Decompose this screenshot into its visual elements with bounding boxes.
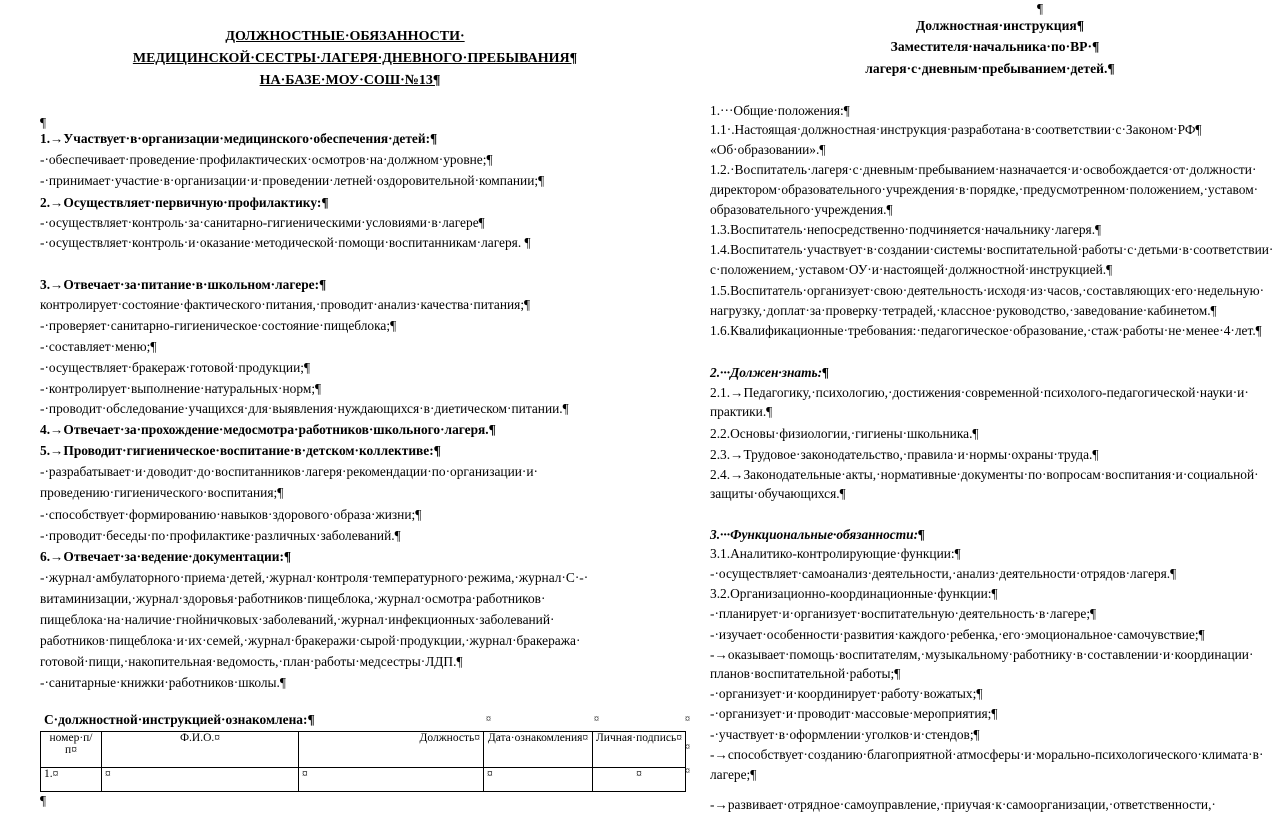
left-text-line: -·принимает·участие·в·организации·и·проведении·летней·оздоровительной·компании;¶: [40, 173, 545, 188]
right-text-line: -→оказывает·помощь·воспитателям,·музыкальному·работнику·в·составлении·и·координации·: [710, 647, 1254, 662]
table-cell[interactable]: ¤: [102, 768, 299, 792]
left-text-line: -·проводит·обследование·учащихся·для·выявления·нуждающихся·в·диетическом·питании.¶: [40, 401, 569, 416]
right-text-line: «Об·образовании».¶: [710, 142, 826, 157]
cell-mark: ¤: [685, 714, 690, 725]
left-text-line: 1.→Участвует·в·организации·медицинского·обеспечения·детей:¶: [40, 131, 438, 146]
right-text-line: 1.4.Воспитатель·участвует·в·создании·системы·воспитательной·работы·с·детьми·в·соответствии·: [710, 242, 1274, 257]
right-text-line: 1.5.Воспитатель·организует·свою·деятельность·исходя·из·часов,·составляющих·его·недельную·: [710, 283, 1265, 298]
right-title-line-1: Должностная·инструкция¶: [915, 18, 1085, 33]
left-text-line: -·способствует·формированию·навыков·здорового·образа·жизни;¶: [40, 507, 422, 522]
right-text-line: -→развивает·отрядное·самоуправление,·приучая·к·самоорганизации,·ответственности,·: [710, 797, 1216, 812]
right-text-line: -·изучает·особенности·развития·каждого·ребенка,·его·эмоциональное·самочувствие;¶: [710, 627, 1205, 642]
table-header-cell: Должность¤: [299, 732, 484, 768]
right-title-line-2: Заместителя·начальника·по·ВР·¶: [890, 39, 1100, 54]
left-text-line: -·проводит·беседы·по·профилактике·различных·заболеваний.¶: [40, 528, 401, 543]
right-text-line: директором·образовательного·учреждения·в·порядке,·предусмотренном·положением,·уставом·: [710, 182, 1259, 197]
right-text-line: 1.1·.Настоящая·должностная·инструкция·разработана·в·соответствии·с·Законом·РФ¶: [710, 122, 1202, 137]
left-text-line: -·осуществляет·бракераж·готовой·продукции;¶: [40, 360, 311, 375]
left-text-line: -·санитарные·книжки·работников·школы.¶: [40, 675, 286, 690]
table-header-cell: Личная·подпись¤: [593, 732, 686, 768]
right-text-line: -·организует·и·проводит·массовые·мероприятия;¶: [710, 706, 998, 721]
left-text-line: -·проверяет·санитарно-гигиеническое·состояние·пищеблока;¶: [40, 318, 397, 333]
right-text-line: 1.2.·Воспитатель·лагеря·с·дневным·пребыванием·назначается·и·освобождается·от·должности·: [710, 162, 1257, 177]
cell-mark: ¤: [486, 714, 491, 725]
right-text-line: 2.4.→Законодательные·акты,·нормативные·документы·по·вопросам·воспитания·и·социальной·: [710, 467, 1259, 482]
cell-mark: ¤: [685, 766, 690, 777]
left-text-line: пищеблока·на·наличие·гнойничковых·заболеваний,·журнал·инфекционных·заболеваний·: [40, 612, 555, 627]
right-text-line: -·планирует·и·организует·воспитательную·деятельность·в·лагере;¶: [710, 606, 1097, 621]
right-pilcrow: ¶: [1036, 1, 1044, 16]
right-text-line: 2.3.→Трудовое·законодательство,·правила·и·нормы·охраны·труда.¶: [710, 447, 1099, 462]
table-header-row: [41, 732, 686, 768]
left-title-line-2: МЕДИЦИНСКОЙ·СЕСТРЫ·ЛАГЕРЯ·ДНЕВНОГО·ПРЕБЫВАНИЯ¶: [132, 51, 578, 66]
table-cell[interactable]: ¤: [593, 768, 686, 792]
right-title-line-3: лагеря·с·дневным·пребыванием·детей.¶: [865, 61, 1115, 76]
right-text-line: с·положением,·уставом·ОУ·и·настоящей·должностной·инструкцией.¶: [710, 262, 1113, 277]
table-header-cell: Ф.И.О.¤: [102, 732, 299, 768]
left-text-line: -·составляет·меню;¶: [40, 339, 157, 354]
right-text-line: защиты·обучающихся.¶: [710, 486, 846, 501]
left-text-line: проведению·гигиенического·воспитания;¶: [40, 485, 284, 500]
right-text-line: планов·воспитательной·работы;¶: [710, 666, 901, 681]
left-text-line: -·осуществляет·контроль·и·оказание·методической·помощи·воспитанникам·лагеря. ¶: [40, 235, 531, 250]
cell-mark: ¤: [594, 714, 599, 725]
table-header-cell: номер·п/п¤: [41, 732, 102, 768]
table-cell[interactable]: 1.¤: [41, 768, 102, 792]
right-text-line: 3.···Функциональные·обязанности:¶: [710, 527, 925, 542]
left-pilcrow-bottom: ¶: [40, 793, 47, 808]
left-text-line: контролирует·состояние·фактического·питания,·проводит·анализ·качества·питания;¶: [40, 297, 531, 312]
table-cell[interactable]: ¤: [299, 768, 484, 792]
left-title-line-3: НА·БАЗЕ·МОУ·СОШ·№13¶: [259, 73, 441, 88]
left-text-line: -·контролирует·выполнение·натуральных·норм;¶: [40, 381, 322, 396]
right-text-line: 1.···Общие·положения:¶: [710, 103, 850, 118]
right-text-line: практики.¶: [710, 404, 773, 419]
left-text-line: 3.→Отвечает·за·питание·в·школьном·лагере:¶: [40, 277, 327, 292]
right-text-line: -·участвует·в·оформлении·уголков·и·стендов;¶: [710, 727, 980, 742]
right-text-line: 2.1.→Педагогику,·психологию,·достижения·современной·психолого-педагогической·науки·и·: [710, 385, 1249, 400]
left-text-line: готовой·пищи,·накопительная·ведомость,·план·работы·медсестры·ЛДП.¶: [40, 654, 463, 669]
left-text-line: -·разрабатывает·и·доводит·до·воспитанников·лагеря·рекомендации·по·организации·и·: [40, 464, 539, 479]
right-text-line: 1.6.Квалификационные·требования:·педагогическое·образование,·стаж·работы·не·менее·4·лет.¶: [710, 323, 1262, 338]
table-row: [41, 768, 686, 792]
left-text-line: 6.→Отвечает·за·ведение·документации:¶: [40, 549, 292, 564]
left-text-line: -·осуществляет·контроль·за·санитарно-гигиеническими·условиями·в·лагере¶: [40, 215, 485, 230]
left-text-line: 5.→Проводит·гигиеническое·воспитание·в·детском·коллективе:¶: [40, 443, 441, 458]
left-text-line: 4.→Отвечает·за·прохождение·медосмотра·работников·школьного·лагеря.¶: [40, 422, 496, 437]
right-text-line: 1.3.Воспитатель·непосредственно·подчиняется·начальнику·лагеря.¶: [710, 222, 1102, 237]
right-text-line: образовательного·учреждения.¶: [710, 202, 893, 217]
sign-heading: С·должностной·инструкцией·ознакомлена:¶: [44, 712, 315, 727]
right-text-line: 3.2.Организационно-координационные·функции:¶: [710, 586, 998, 601]
cell-mark: ¤: [685, 742, 690, 753]
right-text-line: -→способствует·созданию·благоприятной·атмосферы·и·морально-психологического·климата·в·: [710, 747, 1264, 762]
left-text-line: -·обеспечивает·проведение·профилактических·осмотров·на·должном·уровне;¶: [40, 152, 493, 167]
left-text-line: работников·пищеблока·и·их·семей,·журнал·бракеражи·сырой·продукции,·журнал·бракеража·: [40, 633, 581, 648]
right-text-line: -·организует·и·координирует·работу·вожатых;¶: [710, 686, 983, 701]
right-text-line: 3.1.Аналитико-контролирующие·функции:¶: [710, 546, 961, 561]
right-text-line: -·осуществляет·самоанализ·деятельности,·анализ·деятельности·отрядов·лагеря.¶: [710, 566, 1177, 581]
table-header-cell: Дата·ознакомления¤: [484, 732, 593, 768]
left-text-line: витаминизации,·журнал·здоровья·работников·пищеблока,·журнал·осмотра·работников·: [40, 591, 546, 606]
right-text-line: лагере;¶: [710, 767, 757, 782]
right-text-line: нагрузку,·доплат·за·проверку·тетрадей,·классное·руководство,·заведование·кабинетом.¶: [710, 303, 1217, 318]
acknowledgment-table: [40, 731, 686, 792]
left-pilcrow: ¶: [40, 115, 47, 130]
left-text-line: -·журнал·амбулаторного·приема·детей,·журнал·контроля·температурного·режима,·журнал·С·-·: [40, 570, 589, 585]
left-title-line-1: ДОЛЖНОСТНЫЕ·ОБЯЗАННОСТИ·: [225, 29, 465, 44]
right-text-line: 2.···Должен·знать:¶: [710, 365, 829, 380]
left-text-line: 2.→Осуществляет·первичную·профилактику:¶: [40, 195, 329, 210]
table-cell[interactable]: ¤: [484, 768, 593, 792]
right-text-line: 2.2.Основы·физиологии,·гигиены·школьника.¶: [710, 426, 979, 441]
